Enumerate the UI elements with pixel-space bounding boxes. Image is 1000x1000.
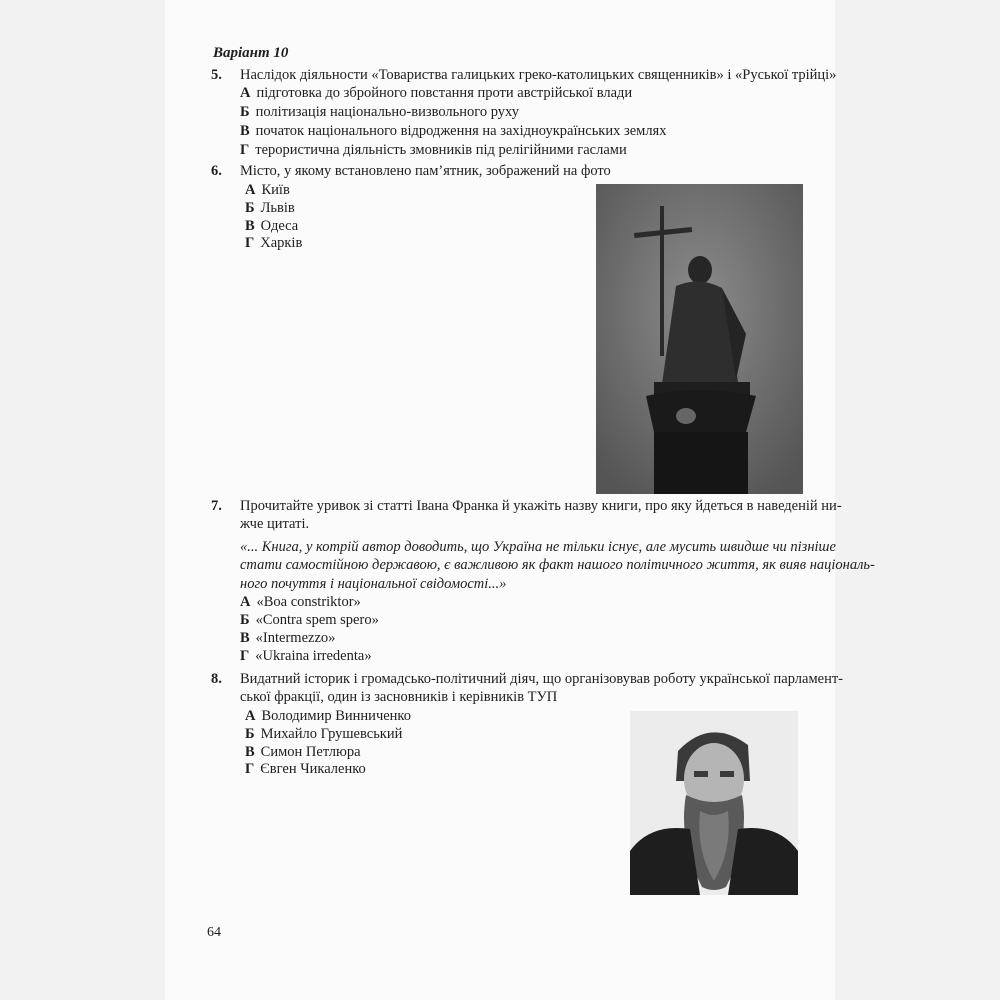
option-text: Київ <box>261 182 290 198</box>
option-letter: В <box>240 123 250 139</box>
option-6a[interactable] <box>245 181 290 199</box>
option-letter: Б <box>240 104 250 120</box>
option-letter: Г <box>240 648 250 664</box>
option-letter: Г <box>240 142 250 158</box>
monument-photo <box>596 184 803 494</box>
option-5b[interactable] <box>240 103 519 121</box>
question-text-continued: жче цитаті. <box>240 516 310 532</box>
question-text: Прочитайте уривок зі статті Івана Франка й укажіть назву книги, про яку йдеться в наведеній ни- <box>240 498 842 514</box>
option-letter: В <box>245 218 255 234</box>
option-8c[interactable] <box>245 743 361 761</box>
question-number: 6. <box>211 163 222 179</box>
option-text: «Ukraina irredenta» <box>255 648 372 664</box>
option-7a[interactable] <box>240 593 361 611</box>
quote-line: ного почуття і національної свідомості...» <box>240 576 507 592</box>
monument-illustration <box>596 184 803 494</box>
option-text: початок національного відродження на західноукраїнських землях <box>255 123 667 139</box>
option-text: Володимир Винниченко <box>261 708 411 724</box>
option-text: «Boa constriktor» <box>256 594 361 610</box>
question-number: 8. <box>211 671 222 687</box>
option-letter: Г <box>245 761 255 777</box>
option-text: Одеса <box>260 218 299 234</box>
option-text: Симон Петлюра <box>260 744 361 760</box>
option-7d[interactable] <box>240 647 372 665</box>
option-letter: А <box>240 85 251 101</box>
option-text: Михайло Грушевський <box>260 726 403 742</box>
option-8a[interactable] <box>245 707 411 725</box>
option-6b[interactable] <box>245 199 295 217</box>
option-letter: Б <box>245 200 255 216</box>
option-letter: Б <box>240 612 250 628</box>
option-8d[interactable] <box>245 760 366 778</box>
option-6d[interactable] <box>245 234 302 252</box>
option-letter: А <box>245 708 256 724</box>
variant-heading: Варіант 10 <box>213 45 289 61</box>
question-text-continued: ської фракції, один із засновників і керівників ТУП <box>240 689 558 705</box>
option-letter: Б <box>245 726 255 742</box>
portrait-photo <box>630 711 798 895</box>
option-5d[interactable] <box>240 141 627 159</box>
quote-line: стати самостійною державою, є важливою як факт нашого політичного життя, як вияв національ- <box>240 557 875 573</box>
option-7c[interactable] <box>240 629 335 647</box>
option-letter: А <box>245 182 256 198</box>
question-number: 5. <box>211 67 222 83</box>
option-text: політизація національно-визвольного руху <box>255 104 519 120</box>
question-text: Наслідок діяльности «Товариства галицьких греко-католицьких священників» і «Руської трійці» <box>240 67 837 83</box>
option-5a[interactable] <box>240 84 632 102</box>
quote-line: «... Книга, у котрій автор доводить, що Україна не тільки існує, але мусить швидше чи пізніше <box>240 539 836 555</box>
option-letter: В <box>245 744 255 760</box>
option-text: підготовка до збройного повстання проти австрійської влади <box>256 85 633 101</box>
option-6c[interactable] <box>245 217 298 235</box>
option-7b[interactable] <box>240 611 379 629</box>
option-5c[interactable] <box>240 122 666 140</box>
question-text: Видатний історик і громадсько-політичний діяч, що організовував роботу української парламент- <box>240 671 844 687</box>
option-text: «Contra spem spero» <box>255 612 379 628</box>
option-text: терористична діяльність змовників під релігійними гаслами <box>255 142 627 158</box>
question-number: 7. <box>211 498 222 514</box>
option-8b[interactable] <box>245 725 402 743</box>
option-text: Харків <box>260 235 303 251</box>
page-number: 64 <box>207 925 221 940</box>
option-text: «Intermezzo» <box>255 630 336 646</box>
option-letter: А <box>240 594 251 610</box>
portrait-illustration <box>630 711 798 895</box>
question-text: Місто, у якому встановлено пам’ятник, зображений на фото <box>240 163 611 179</box>
option-letter: Г <box>245 235 255 251</box>
option-text: Євген Чикаленко <box>260 761 366 777</box>
option-letter: В <box>240 630 250 646</box>
option-text: Львів <box>260 200 295 216</box>
